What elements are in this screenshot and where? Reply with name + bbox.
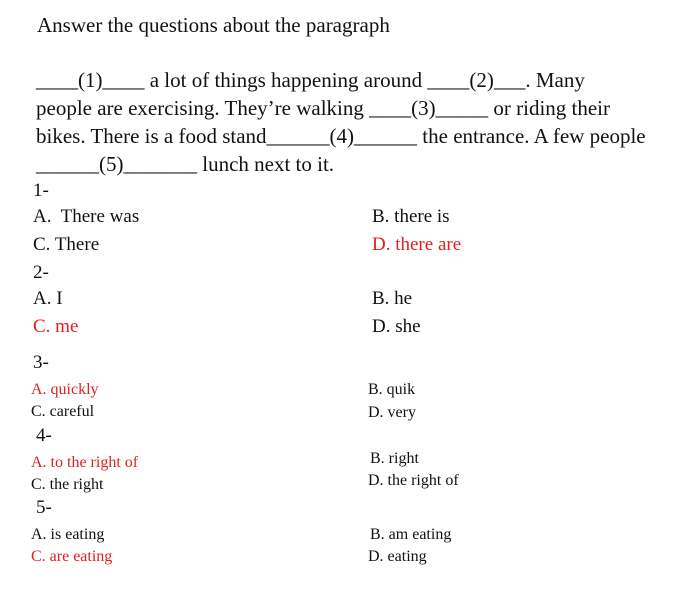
q1-option-c[interactable]: C. There	[33, 234, 100, 255]
q1-option-d[interactable]: D. there are	[372, 234, 462, 255]
q5-option-b[interactable]: B. am eating	[370, 526, 452, 543]
q4-option-d[interactable]: D. the right of	[368, 472, 459, 489]
q1-option-b[interactable]: B. there is	[372, 206, 450, 227]
q5-option-a[interactable]: A. is eating	[31, 526, 105, 543]
q4-option-c[interactable]: C. the right	[31, 476, 104, 493]
q5-option-d[interactable]: D. eating	[368, 548, 427, 565]
q3-option-d[interactable]: D. very	[368, 404, 416, 421]
paragraph-line-1: ____(1)____ a lot of things happening around ____(2)___. Many	[36, 68, 585, 92]
q4-option-a[interactable]: A. to the right of	[31, 454, 139, 471]
q3-option-a[interactable]: A. quickly	[31, 381, 99, 398]
q3-option-c[interactable]: C. careful	[31, 403, 95, 420]
paragraph-line-3: bikes. There is a food stand______(4)______ the entrance. A few people	[36, 124, 646, 148]
question-number-2: 2-	[33, 262, 49, 283]
q4-option-b[interactable]: B. right	[370, 450, 419, 467]
q5-option-c[interactable]: C. are eating	[31, 548, 113, 565]
question-number-1: 1-	[33, 180, 49, 201]
q2-option-d[interactable]: D. she	[372, 316, 421, 337]
page-title: Answer the questions about the paragraph	[37, 13, 390, 37]
q2-option-a[interactable]: A. I	[33, 288, 63, 309]
q2-option-c[interactable]: C. me	[33, 316, 79, 337]
q3-option-b[interactable]: B. quik	[368, 381, 416, 398]
question-number-3: 3-	[33, 352, 49, 373]
question-number-4: 4-	[36, 425, 52, 446]
question-number-5: 5-	[36, 497, 52, 518]
q1-option-a[interactable]: A. There was	[33, 206, 140, 227]
paragraph-line-2: people are exercising. They’re walking ____(3)_____ or riding their	[36, 96, 611, 120]
q2-option-b[interactable]: B. he	[372, 288, 413, 309]
paragraph-line-4: ______(5)_______ lunch next to it.	[36, 152, 335, 176]
